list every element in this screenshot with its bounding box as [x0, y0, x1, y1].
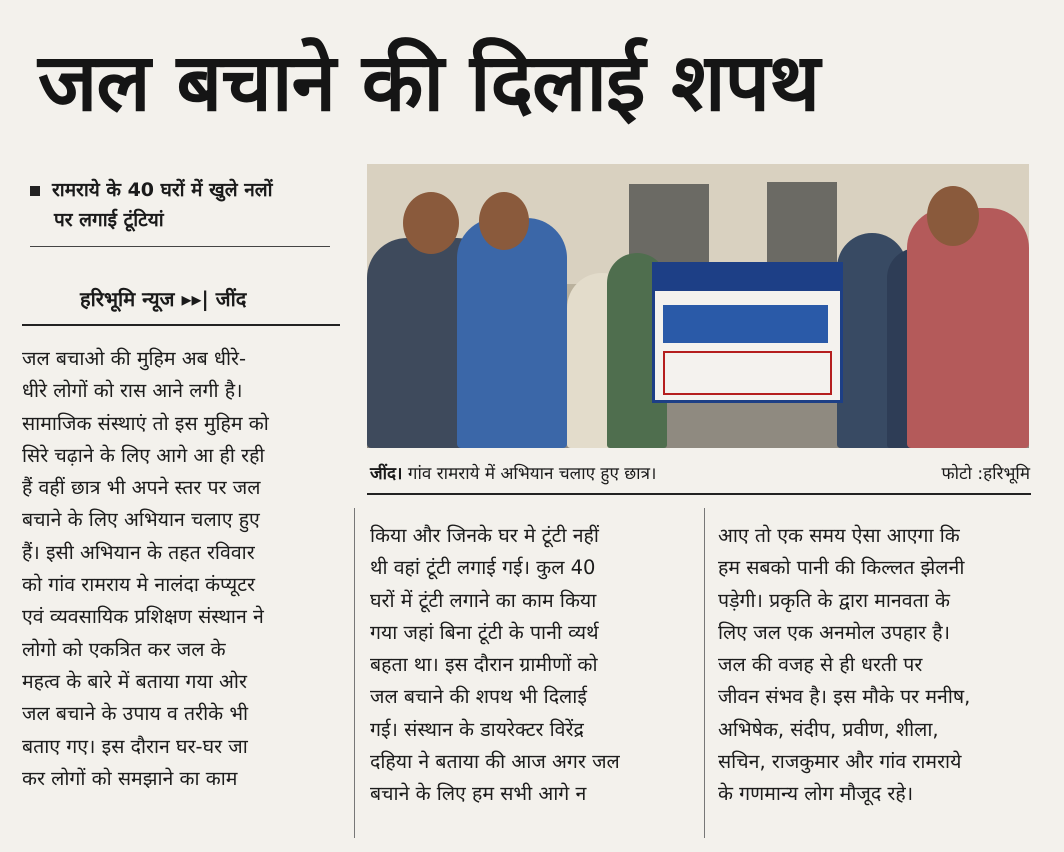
- photo-caption: [370, 460, 1030, 488]
- text-line: दहिया ने बताया की आज अगर जल: [370, 750, 620, 774]
- text-line: बचाने के लिए अभियान चलाए हुए: [22, 508, 260, 532]
- text-line: घरों में टूंटी लगाने का काम किया: [370, 588, 597, 612]
- subhead: [30, 175, 330, 235]
- text-line: के गणमान्य लोग मौजूद रहे।: [718, 782, 914, 806]
- photo-credit: फोटो :हरिभूमि: [941, 464, 1030, 484]
- text-line: जल की वजह से ही धरती पर: [718, 653, 923, 677]
- caption-divider: [367, 493, 1031, 495]
- photo-person-head: [927, 186, 979, 246]
- photo-person: [907, 208, 1029, 448]
- caption-text: गांव रामराये में अभियान चलाए हुए छात्र।: [402, 464, 657, 484]
- text-line: किया और जिनके घर मे टूंटी नहीं: [370, 524, 599, 547]
- article-column-2: [370, 520, 688, 811]
- text-line: अभिषेक, संदीप, प्रवीण, शीला,: [718, 717, 939, 741]
- text-line: थी वहां टूंटी लगाई गई। कुल 40: [370, 556, 596, 580]
- text-line: जल बचाओ की मुहिम अब धीरे-: [22, 347, 247, 370]
- subhead-line2: पर लगाई टूंटियां: [54, 209, 164, 231]
- article-column-1: [22, 343, 340, 795]
- byline: हरिभूमि न्यूज ▸▸| जींद: [80, 287, 247, 311]
- text-line: जल बचाने की शपथ भी दिलाई: [370, 685, 587, 709]
- text-line: लिए जल एक अनमोल उपहार है।: [718, 620, 951, 644]
- photo-person-head: [403, 192, 459, 254]
- text-line: सिरे चढ़ाने के लिए आगे आ ही रही: [22, 443, 265, 467]
- caption-place: जींद।: [370, 464, 403, 484]
- news-photo: [367, 164, 1029, 448]
- banner-header: [655, 265, 840, 291]
- column-divider: [354, 508, 355, 838]
- text-line: पड़ेगी। प्रकृति के द्वारा मानवता के: [718, 588, 950, 612]
- text-line: एवं व्यवसायिक प्रशिक्षण संस्थान ने: [22, 605, 264, 629]
- photo-banner: [652, 262, 843, 403]
- column-divider: [704, 508, 705, 838]
- text-line: हैं वहीं छात्र भी अपने स्तर पर जल: [22, 476, 261, 500]
- text-line: लोगो को एकत्रित कर जल के: [22, 637, 226, 661]
- banner-slogan-box: [663, 305, 828, 343]
- text-line: गया जहां बिना टूंटी के पानी व्यर्थ: [370, 620, 599, 644]
- text-line: हम सबको पानी की किल्लत झेलनी: [718, 556, 965, 580]
- text-line: कर लोगों को समझाने का काम: [22, 766, 238, 790]
- text-line: बताए गए। इस दौरान घर-घर जा: [22, 734, 248, 758]
- photo-doorway: [767, 182, 837, 272]
- article-column-3: [718, 520, 1036, 811]
- text-line: धीरे लोगों को रास आने लगी है।: [22, 379, 243, 403]
- text-line: हैं। इसी अभियान के तहत रविवार: [22, 540, 255, 564]
- banner-message-box: [663, 351, 832, 395]
- text-line: महत्व के बारे में बताया गया ओर: [22, 669, 247, 693]
- text-line: सचिन, राजकुमार और गांव रामराये: [718, 750, 962, 774]
- byline-divider: [22, 324, 340, 326]
- text-line: गई। संस्थान के डायरेक्टर विरेंद्र: [370, 717, 584, 741]
- text-line: आए तो एक समय ऐसा आएगा कि: [718, 524, 960, 547]
- text-line: जल बचाने के उपाय व तरीके भी: [22, 702, 249, 726]
- text-line: सामाजिक संस्थाएं तो इस मुहिम को: [22, 411, 269, 435]
- subhead-line1: रामराये के 40 घरों में खुले नलों: [52, 179, 273, 201]
- subhead-divider: [30, 246, 330, 247]
- bullet-square-icon: [30, 186, 40, 196]
- text-line: बहता था। इस दौरान ग्रामीणों को: [370, 653, 598, 677]
- text-line: जीवन संभव है। इस मौके पर मनीष,: [718, 685, 971, 709]
- headline: जल बचाने की दिलाई शपथ: [38, 36, 820, 129]
- photo-person: [457, 218, 567, 448]
- text-line: को गांव रामराय मे नालंदा कंप्यूटर: [22, 573, 256, 597]
- photo-person-head: [479, 192, 529, 250]
- text-line: बचाने के लिए हम सभी आगे न: [370, 782, 587, 806]
